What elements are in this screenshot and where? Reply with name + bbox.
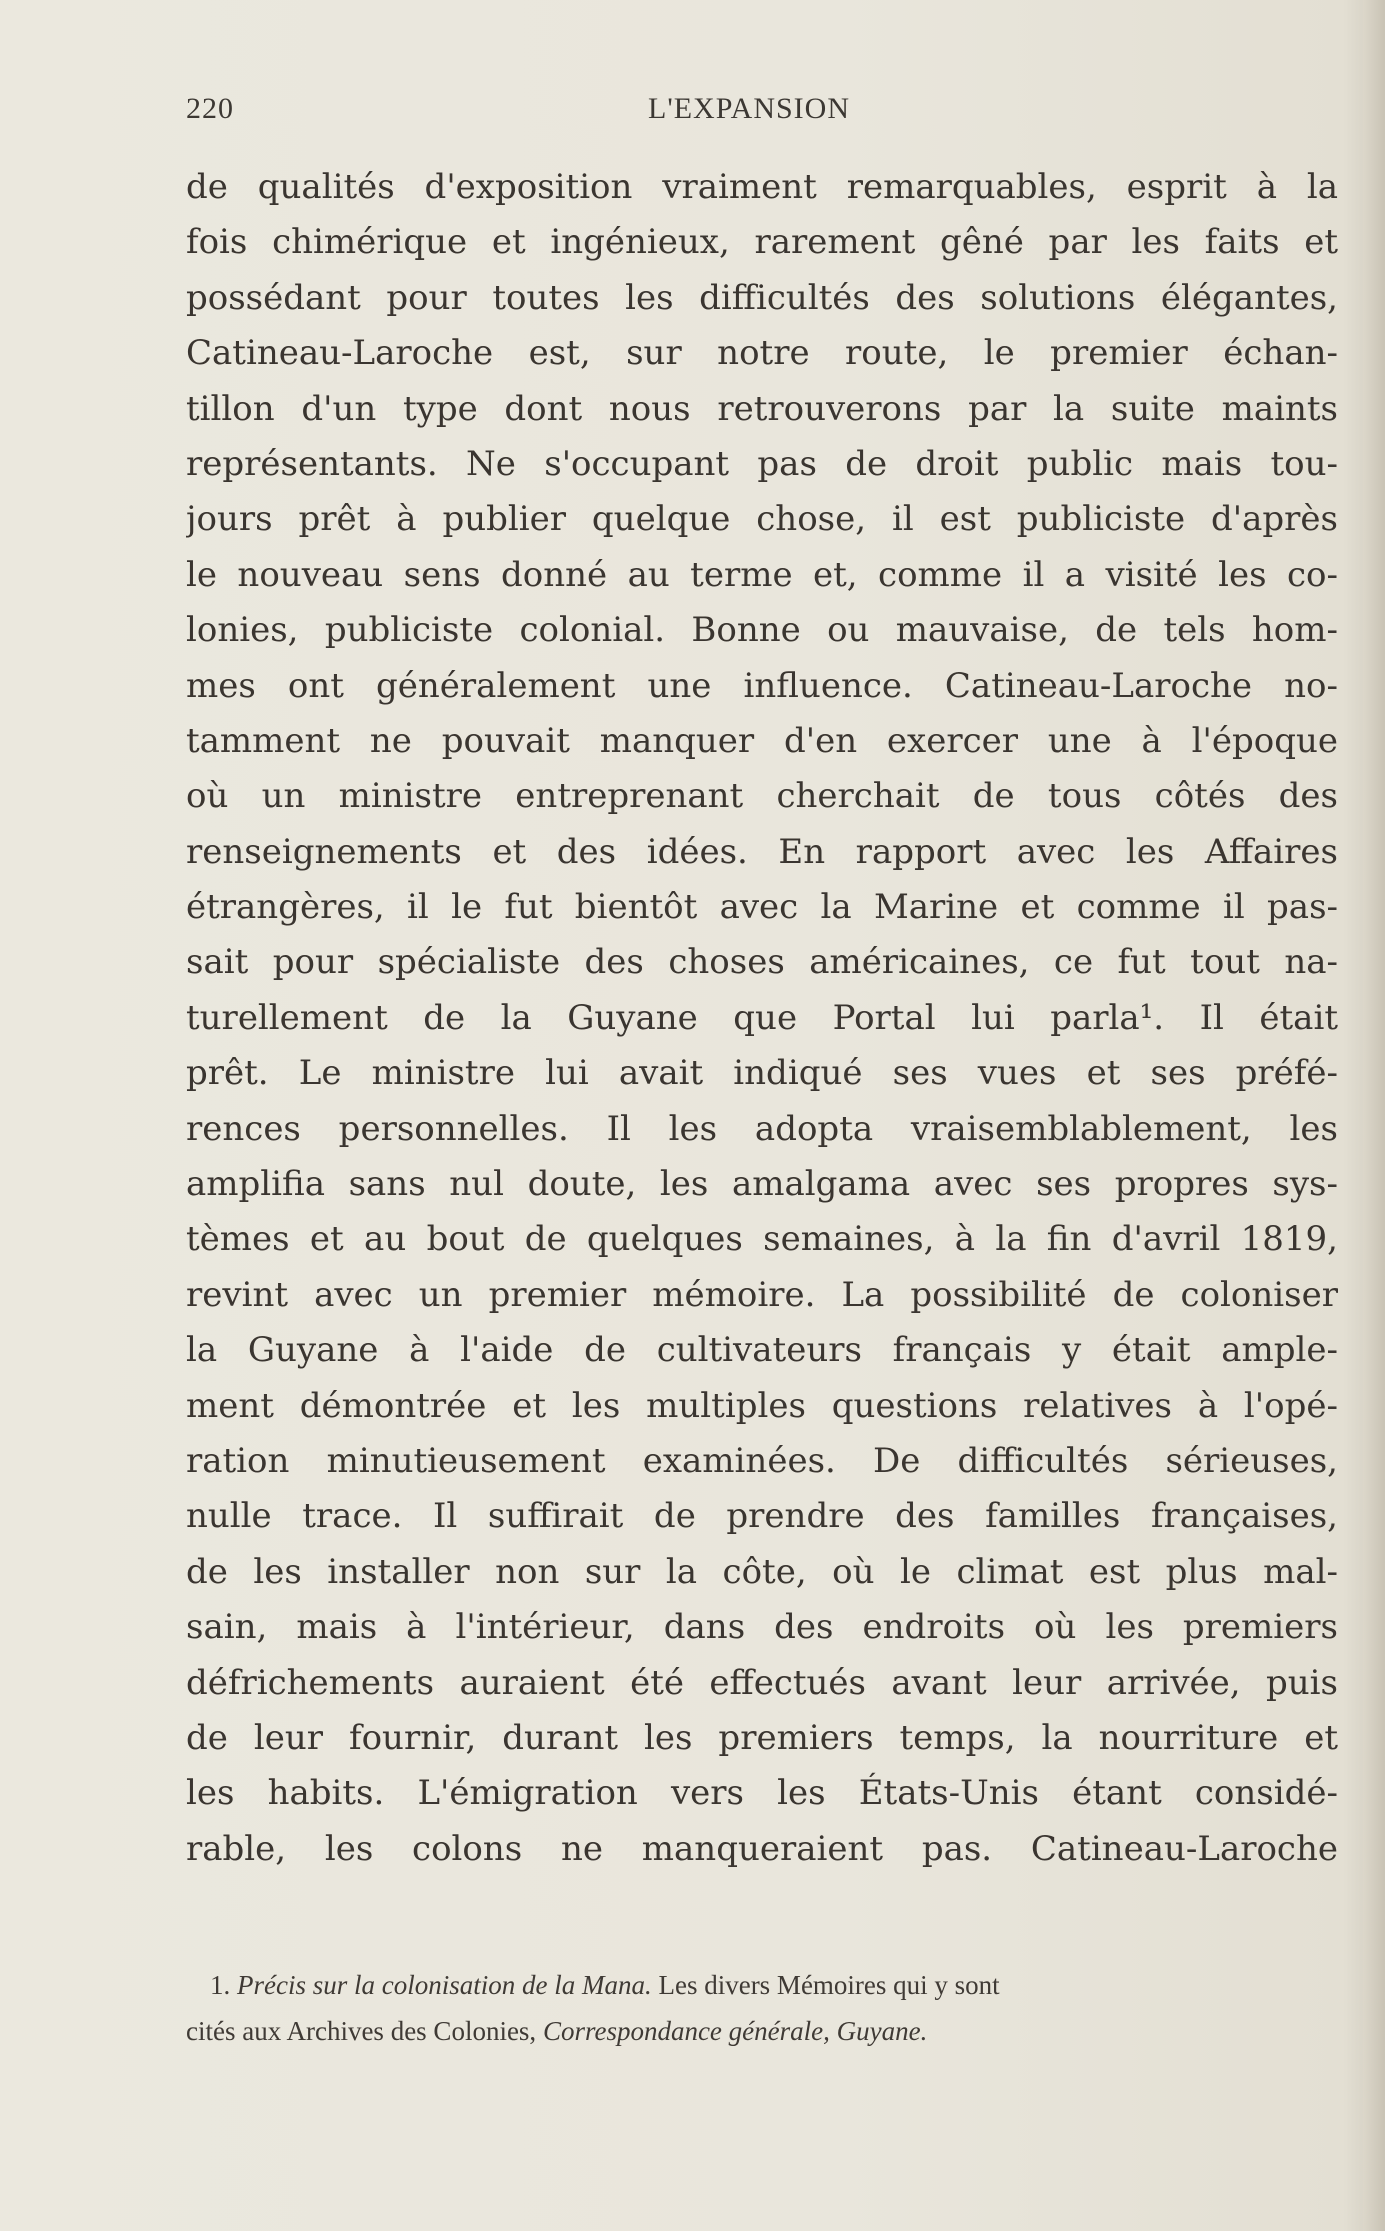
text-line: de leur fournir, durant les premiers temps, la nourriture et xyxy=(186,1717,1338,1758)
body-text xyxy=(186,160,1338,1877)
text-line: mes ont généralement une influence. Catineau-Laroche no- xyxy=(186,665,1338,706)
text-line: turellement de la Guyane que Portal lui parla¹. Il était xyxy=(186,997,1338,1038)
text-line: sait pour spécialiste des choses américaines, ce fut tout na- xyxy=(186,942,1338,983)
text-line: représentants. Ne s'occupant pas de droit public mais tou- xyxy=(186,443,1338,484)
text-line: sain, mais à l'intérieur, dans des endroits où les premiers xyxy=(186,1607,1338,1648)
page-edge-shadow xyxy=(1363,0,1385,2231)
text-line: nulle trace. Il suffirait de prendre des familles françaises, xyxy=(186,1496,1338,1537)
text-line: le nouveau sens donné au terme et, comme il a visité les co- xyxy=(186,554,1338,595)
text-line: défrichements auraient été effectués avant leur arrivée, puis xyxy=(186,1662,1338,1703)
text-line: rences personnelles. Il les adopta vraisemblablement, les xyxy=(186,1108,1338,1149)
text-line: ration minutieusement examinées. De difficultés sérieuses, xyxy=(186,1440,1338,1481)
text-line: de qualités d'exposition vraiment remarquables, esprit à la xyxy=(186,167,1338,207)
text-line: fois chimérique et ingénieux, rarement gêné par les faits et xyxy=(186,222,1338,263)
footnote-source: Correspondance générale, Guyane. xyxy=(542,2016,928,2046)
footnote xyxy=(186,1962,1338,2054)
page-number: 220 xyxy=(186,92,234,125)
page-header xyxy=(186,92,1338,138)
text-line: tamment ne pouvait manquer d'en exercer une à l'époque xyxy=(186,720,1338,761)
footnote-text: Les divers Mémoires qui y sont xyxy=(658,1970,1000,2000)
footnote-title: Précis sur la colonisation de la Mana. xyxy=(237,1970,652,2000)
text-line: étrangères, il le fut bientôt avec la Marine et comme il pas- xyxy=(186,887,1338,928)
footnote-marker: 1. xyxy=(210,1970,231,2000)
text-line: Catineau-Laroche est, sur notre route, le premier échan- xyxy=(186,333,1338,374)
footnote-line xyxy=(186,1962,1338,2008)
text-line: rable, les colons ne manqueraient pas. Catineau-Laroche xyxy=(186,1828,1338,1869)
text-line: amplifia sans nul doute, les amalgama avec ses propres sys- xyxy=(186,1164,1338,1205)
text-line: la Guyane à l'aide de cultivateurs français y était ample- xyxy=(186,1330,1338,1371)
text-line: tillon d'un type dont nous retrouverons par la suite maints xyxy=(186,388,1338,429)
text-line: tèmes et au bout de quelques semaines, à la fin d'avril 1819, xyxy=(186,1219,1338,1260)
text-line: renseignements et des idées. En rapport avec les Affaires xyxy=(186,831,1338,872)
text-line: de les installer non sur la côte, où le climat est plus mal- xyxy=(186,1551,1338,1592)
text-line: prêt. Le ministre lui avait indiqué ses vues et ses préfé- xyxy=(186,1053,1338,1094)
footnote-line xyxy=(186,2008,1338,2054)
text-line: possédant pour toutes les difficultés des solutions élégantes, xyxy=(186,277,1338,318)
text-line: revint avec un premier mémoire. La possibilité de coloniser xyxy=(186,1274,1338,1315)
text-line: jours prêt à publier quelque chose, il est publiciste d'après xyxy=(186,499,1338,540)
text-line: lonies, publiciste colonial. Bonne ou mauvaise, de tels hom- xyxy=(186,610,1338,651)
running-head: L'EXPANSION xyxy=(648,92,850,125)
text-line: les habits. L'émigration vers les États-Unis étant considé- xyxy=(186,1773,1338,1814)
footnote-text: cités aux Archives des Colonies, xyxy=(186,2016,537,2046)
text-line: où un ministre entreprenant cherchait de tous côtés des xyxy=(186,776,1338,817)
text-line: ment démontrée et les multiples questions relatives à l'opé- xyxy=(186,1385,1338,1426)
